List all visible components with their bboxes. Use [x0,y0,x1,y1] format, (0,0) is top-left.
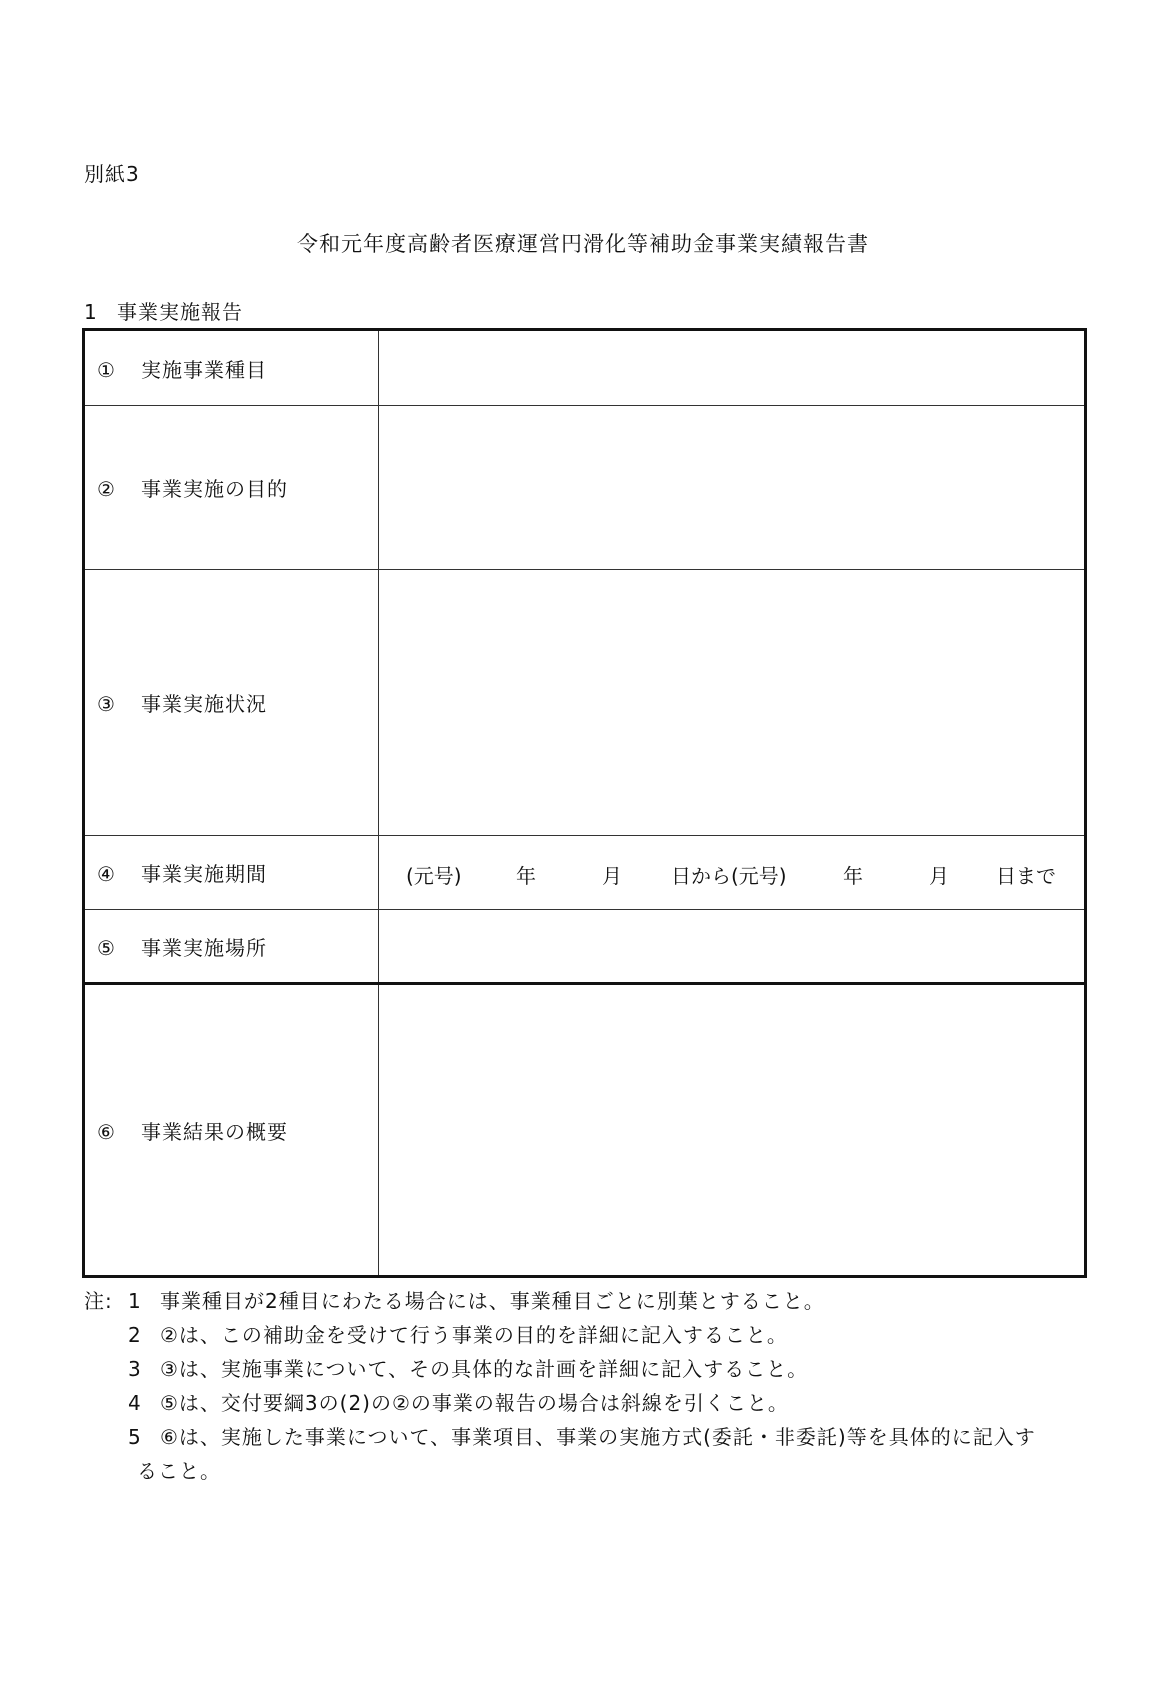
row-marker: ③ [97,692,115,716]
note-text: ⑥は、実施した事業について、事業項目、事業の実施方式(委託・非委託)等を具体的に記入す [160,1425,1036,1449]
section-heading-text: 事業実施報告 [117,300,243,324]
section-number: 1 [84,300,98,324]
row-period [84,836,1086,910]
row-marker: ① [97,357,115,382]
note-item [84,1352,1094,1386]
label-cell [84,330,379,406]
purpose-field[interactable] [379,406,1086,570]
attachment-label: 別紙3 [84,162,140,186]
status-field[interactable] [379,570,1086,836]
row-marker: ⑥ [97,1119,115,1144]
note-text: ⑤は、交付要綱3の(2)の②の事業の報告の場合は斜線を引くこと。 [160,1391,789,1415]
note-number: 5 [128,1425,142,1449]
note-continuation [84,1454,1094,1488]
note-number: 2 [128,1323,142,1347]
row-marker: ② [97,477,115,501]
section-heading [84,296,243,325]
row-label: 実施事業種目 [141,357,267,382]
note-number: 3 [128,1357,142,1381]
project-type-field[interactable] [379,330,1086,406]
row-label: 事業実施場所 [141,935,267,960]
report-table [82,328,1087,1278]
row-result-summary [84,984,1086,1277]
period-day-from: 日から(元号) [671,863,787,888]
row-project-type [84,330,1086,406]
row-label: 事業実施期間 [141,862,267,886]
period-year-end: 年 [843,863,863,888]
row-label: 事業実施の目的 [141,477,288,501]
row-location [84,910,1086,984]
row-marker: ⑤ [97,935,115,960]
notes-section [84,1284,1094,1488]
note-number: 4 [128,1391,142,1415]
note-text: 事業種目が2種目にわたる場合には、事業種目ごとに別葉とすること。 [160,1289,825,1313]
note-item [84,1386,1094,1420]
note-number: 1 [128,1289,142,1313]
note-text: ②は、この補助金を受けて行う事業の目的を詳細に記入すること。 [160,1323,788,1347]
row-marker: ④ [97,862,115,886]
note-item [84,1420,1094,1454]
row-label: 事業結果の概要 [141,1119,288,1144]
period-month-start: 月 [602,863,622,888]
period-year-start: 年 [516,863,536,888]
note-continuation-text: ること。 [137,1459,221,1483]
row-status [84,570,1086,836]
note-text: ③は、実施事業について、その具体的な計画を詳細に記入すること。 [160,1357,809,1381]
period-line [379,837,1084,909]
label-cell [84,836,379,910]
label-cell [84,570,379,836]
location-field[interactable] [379,910,1086,984]
period-day-to: 日まで [996,863,1056,888]
result-summary-field[interactable] [379,984,1086,1277]
row-label: 事業実施状況 [141,692,267,716]
period-field[interactable] [379,836,1086,910]
label-cell [84,984,379,1277]
period-month-end: 月 [929,863,949,888]
row-purpose [84,406,1086,570]
document-title: 令和元年度高齢者医療運営円滑化等補助金事業実績報告書 [297,232,869,256]
period-era-start: (元号) [406,863,462,888]
note-item [84,1284,1094,1318]
label-cell [84,910,379,984]
notes-prefix: 注: [84,1289,113,1313]
label-cell [84,406,379,570]
note-item [84,1318,1094,1352]
